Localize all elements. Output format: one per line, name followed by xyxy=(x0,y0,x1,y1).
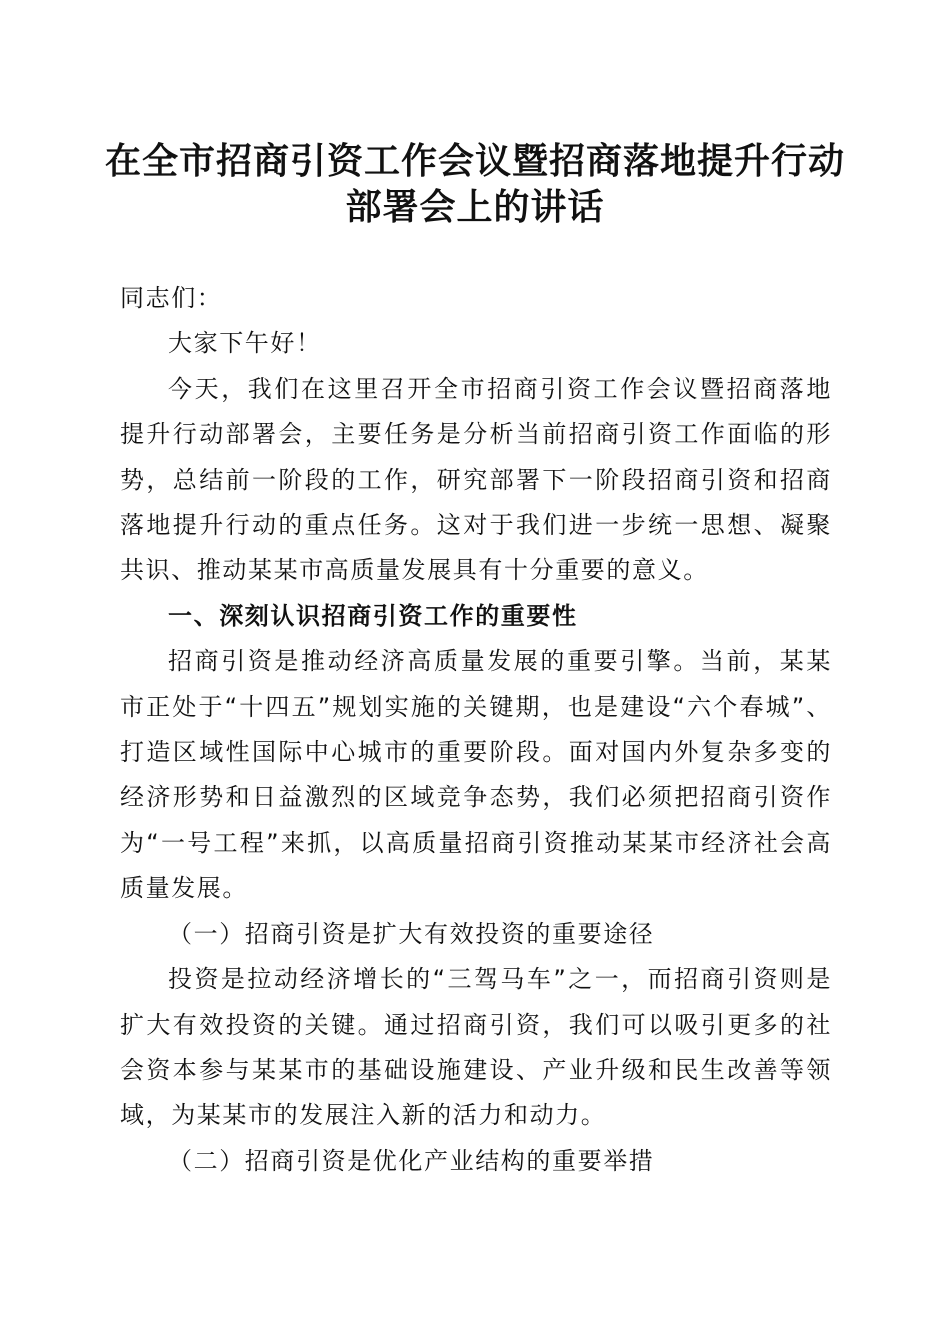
subsection-1-heading: （一）招商引资是扩大有效投资的重要途径 xyxy=(168,919,655,948)
document-title-line-1: 在全市招商引资工作会议暨招商落地提升行动 xyxy=(104,140,845,182)
document-title-line-2: 部署会上的讲话 xyxy=(345,186,605,228)
document-body xyxy=(120,276,832,1184)
salutation: 同志们： xyxy=(120,284,223,312)
subsection-2-heading: （二）招商引资是优化产业结构的重要举措 xyxy=(168,1146,655,1175)
subsection-1-paragraph: 投资是拉动经济增长的“三驾马车”之一，而招商引资则是扩大有效投资的关键。通过招商引资，我们可以吸引更多的社会资本参与某某市的基础设施建设、产业升级和民生改善等领域，为某某市的发展注入新的活力和动力。 xyxy=(120,965,832,1130)
section-1-heading: 一、深刻认识招商引资工作的重要性 xyxy=(168,601,578,630)
section-1-paragraph: 招商引资是推动经济高质量发展的重要引擎。当前，某某市正处于“十四五”规划实施的关键期，也是建设“六个春城”、打造区域性国际中心城市的重要阶段。面对国内外复杂多变的经济形势和日益激烈的区域竞争态势，我们必须把招商引资作为“一号工程”来抓，以高质量招商引资推动某某市经济社会高质量发展。 xyxy=(120,647,832,903)
greeting-paragraph: 大家下午好！ xyxy=(168,329,322,358)
intro-paragraph: 今天，我们在这里召开全市招商引资工作会议暨招商落地提升行动部署会，主要任务是分析当前招商引资工作面临的形势，总结前一阶段的工作，研究部署下一阶段招商引资和招商落地提升行动的重点任务。这对于我们进一步统一思想、凝聚共识、推动某某市高质量发展具有十分重要的意义。 xyxy=(120,374,832,585)
